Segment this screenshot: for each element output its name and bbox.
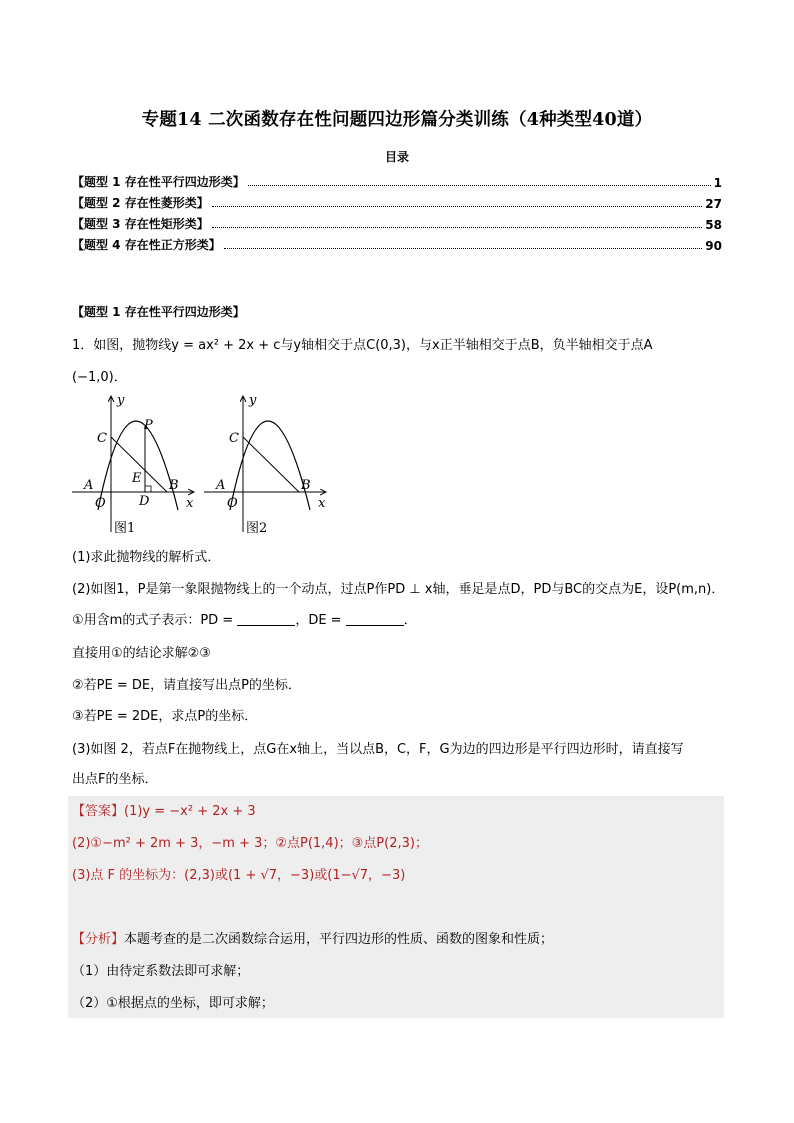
answer-blank-pd[interactable]	[237, 611, 295, 626]
toc-leader-dots	[212, 206, 703, 207]
answer-blank-de[interactable]	[346, 611, 404, 626]
toc-item-page: 27	[705, 197, 722, 211]
problem-figures	[68, 392, 338, 542]
label-y: y	[117, 393, 125, 408]
toc-heading: 目录	[384, 150, 409, 164]
toc-item-label: 【题型 1 存在性平行四边形类】	[72, 175, 245, 189]
analysis-text: 本题考查的是二次函数综合运用，平行四边形的性质、函数的图象和性质；	[124, 932, 554, 947]
label-d: D	[139, 494, 150, 509]
label-b: B	[301, 478, 311, 493]
label-y: y	[249, 393, 257, 408]
analysis-line	[72, 930, 722, 950]
toc-item-page: 58	[705, 218, 722, 232]
label-x: x	[318, 496, 326, 511]
parabola	[98, 421, 178, 510]
toc-item[interactable]	[72, 172, 722, 190]
toc-leader-dots	[248, 185, 711, 186]
label-c: C	[229, 431, 239, 446]
toc-item-label: 【题型 4 存在性正方形类】	[72, 238, 221, 252]
question-2-hint: 直接用①的结论求解②③	[72, 646, 211, 661]
problem-stem-line1: 1．如图，抛物线y = ax² + 2x + c与y轴相交于点C(0,3)，与x正半轴相交于点B，负半轴相交于点A	[72, 338, 653, 353]
q2-part1-end: ．	[403, 613, 417, 628]
question-1: (1)求此抛物线的解析式．	[72, 550, 221, 565]
analysis-step-1: （1）由待定系数法即可求解；	[72, 964, 250, 979]
toc-leader-dots	[212, 227, 703, 228]
question-2-part2: ②若PE = DE，请直接写出点P的坐标．	[72, 678, 301, 693]
question-3-line2: 出点F的坐标．	[72, 772, 158, 787]
toc-leader-dots	[224, 248, 703, 249]
figure-2-caption: 图2	[246, 521, 268, 536]
question-2-part1	[72, 611, 732, 631]
answer-tag: 【答案】	[72, 804, 125, 819]
parabola	[230, 421, 310, 510]
section-heading: 【题型 1 存在性平行四边形类】	[72, 305, 245, 319]
analysis-tag: 【分析】	[72, 932, 125, 947]
toc-item[interactable]	[72, 235, 722, 253]
toc-item-page: 1	[713, 176, 722, 190]
label-a: A	[84, 478, 94, 493]
toc-item[interactable]	[72, 193, 722, 211]
toc-item-label: 【题型 3 存在性矩形类】	[72, 217, 209, 231]
answer-3: (3)点 F 的坐标为：(2,3)或(1 + √7，−3)或(1−√7，−3)	[72, 868, 406, 883]
question-3-line1: (3)如图 2，若点F在抛物线上，点G在x轴上，当以点B，C，F，G为边的四边形是平行四边形时，请直接写	[72, 742, 684, 757]
label-o: O	[95, 496, 106, 511]
toc-item[interactable]	[72, 214, 722, 232]
label-o: O	[227, 496, 238, 511]
label-c: C	[97, 431, 107, 446]
figure-1	[72, 393, 194, 536]
answer-panel	[68, 796, 724, 1018]
toc-item-label: 【题型 2 存在性菱形类】	[72, 196, 209, 210]
problem-stem-line2: (−1,0)．	[72, 370, 127, 385]
label-p: P	[144, 418, 153, 433]
label-e: E	[132, 471, 142, 486]
figure-1-caption: 图1	[114, 521, 136, 536]
label-b: B	[169, 478, 179, 493]
q2-part1-mid: ，DE =	[295, 613, 346, 628]
label-a: A	[216, 478, 226, 493]
segment-bc	[243, 437, 299, 492]
answer-2: (2)①−m² + 2m + 3，−m + 3；②点P(1,4)；③点P(2,3)；	[72, 836, 428, 851]
question-2: (2)如图1，P是第一象限抛物线上的一个动点，过点P作PD ⊥ x轴，垂足是点D，PD与BC的交点为E，设P(m,n)．	[72, 582, 725, 597]
figure-2	[204, 393, 326, 536]
toc-item-page: 90	[705, 239, 722, 253]
analysis-step-2: （2）①根据点的坐标，即可求解；	[72, 996, 274, 1011]
label-x: x	[186, 496, 194, 511]
right-angle-mark	[145, 486, 151, 492]
answer-line-1	[72, 802, 722, 822]
question-2-part3: ③若PE = 2DE，求点P的坐标．	[72, 709, 258, 724]
document-title: 专题14 二次函数存在性问题四边形篇分类训练（4种类型40道）	[141, 110, 653, 130]
q2-part1-prefix: ①用含m的式子表示：PD =	[72, 613, 238, 628]
answer-1: (1)y = −x² + 2x + 3	[124, 804, 256, 819]
